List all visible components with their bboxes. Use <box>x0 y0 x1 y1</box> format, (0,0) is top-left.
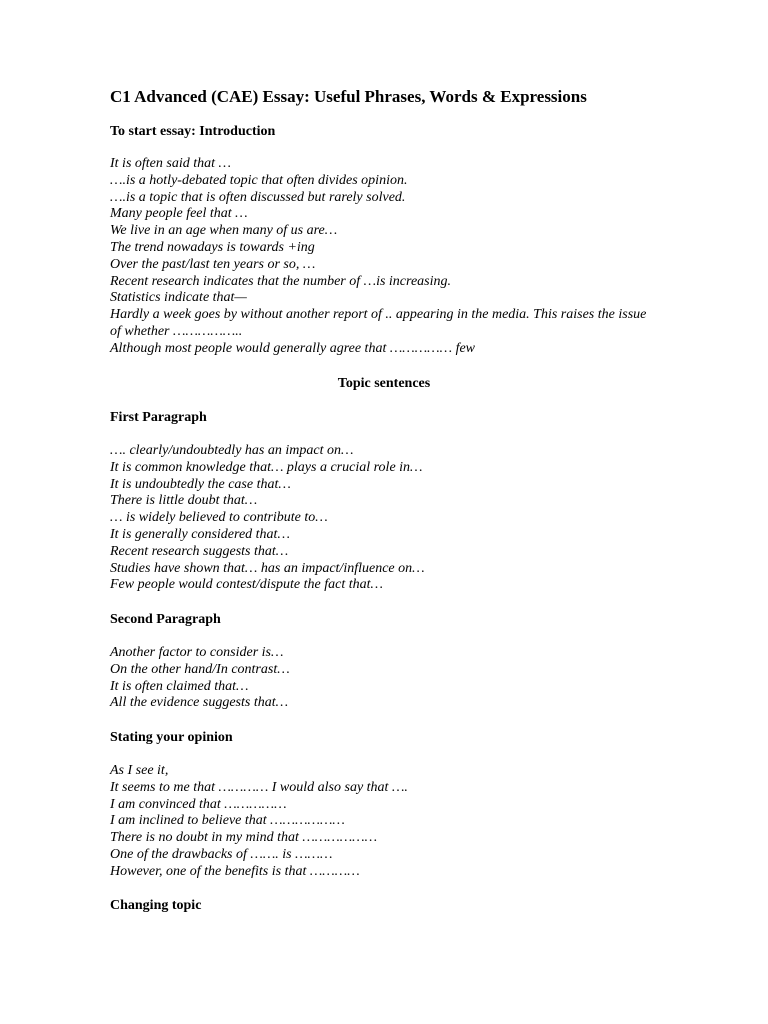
phrase-line: One of the drawbacks of ……. is ……… <box>110 846 333 862</box>
phrase-line: Many people feel that … <box>110 206 248 222</box>
phrase-line: We live in an age when many of us are… <box>110 223 338 239</box>
phrase-line: Although most people would generally agree that …………… few <box>110 340 476 356</box>
phrase-line: It is generally considered that… <box>110 526 290 542</box>
stating-opinion-phrase-list <box>110 763 670 881</box>
section-heading-changing-topic: Changing topic <box>110 898 202 913</box>
phrase-line: Another factor to consider is… <box>110 645 284 660</box>
phrase-line: Over the past/last ten years or so, … <box>110 256 316 272</box>
first-paragraph-phrase-list <box>110 443 670 594</box>
phrase-line: As I see it, <box>110 763 169 778</box>
phrase-line: It is often claimed that… <box>110 678 249 694</box>
phrase-line: … is widely believed to contribute to… <box>110 510 328 526</box>
phrase-line: Few people would contest/dispute the fact that… <box>110 577 383 593</box>
section-heading-introduction: To start essay: Introduction <box>110 124 276 139</box>
phrase-line: Recent research indicates that the number of …is increasing. <box>110 273 451 289</box>
phrase-line: However, one of the benefits is that ………… <box>110 863 360 879</box>
phrase-line: On the other hand/In contrast… <box>110 661 290 677</box>
introduction-phrase-list <box>110 156 670 358</box>
phrase-line: …. clearly/undoubtedly has an impact on… <box>110 443 354 458</box>
phrase-line: Recent research suggests that… <box>110 543 289 559</box>
section-heading-first-paragraph: First Paragraph <box>110 410 207 425</box>
phrase-line: It is common knowledge that… plays a crucial role in… <box>110 459 423 475</box>
phrase-line: There is no doubt in my mind that ……………… <box>110 830 378 846</box>
phrase-line: I am inclined to believe that ……………… <box>110 813 345 829</box>
phrase-line: It is undoubtedly the case that… <box>110 476 291 492</box>
phrase-line: ….is a hotly-debated topic that often divides opinion. <box>110 172 408 188</box>
document-title: C1 Advanced (CAE) Essay: Useful Phrases, Words & Expressions <box>110 87 587 106</box>
phrase-line: Studies have shown that… has an impact/influence on… <box>110 560 425 576</box>
phrase-line: Statistics indicate that— <box>110 290 247 306</box>
phrase-line: All the evidence suggests that… <box>110 695 289 711</box>
second-paragraph-phrase-list <box>110 645 670 712</box>
section-heading-topic-sentences: Topic sentences <box>337 376 431 391</box>
phrase-line: It seems to me that ………… I would also say that …. <box>110 779 408 795</box>
phrase-line: There is little doubt that… <box>110 493 258 509</box>
phrase-line: It is often said that … <box>110 156 231 171</box>
section-heading-second-paragraph: Second Paragraph <box>110 612 221 627</box>
phrase-line: Hardly a week goes by without another report of .. appearing in the media. This raises the issue of whether …………….. <box>110 307 647 339</box>
phrase-line: I am convinced that …………… <box>110 796 287 812</box>
section-heading-stating-opinion: Stating your opinion <box>110 730 233 745</box>
phrase-line: The trend nowadays is towards +ing <box>110 239 315 255</box>
phrase-line: ….is a topic that is often discussed but rarely solved. <box>110 189 406 205</box>
